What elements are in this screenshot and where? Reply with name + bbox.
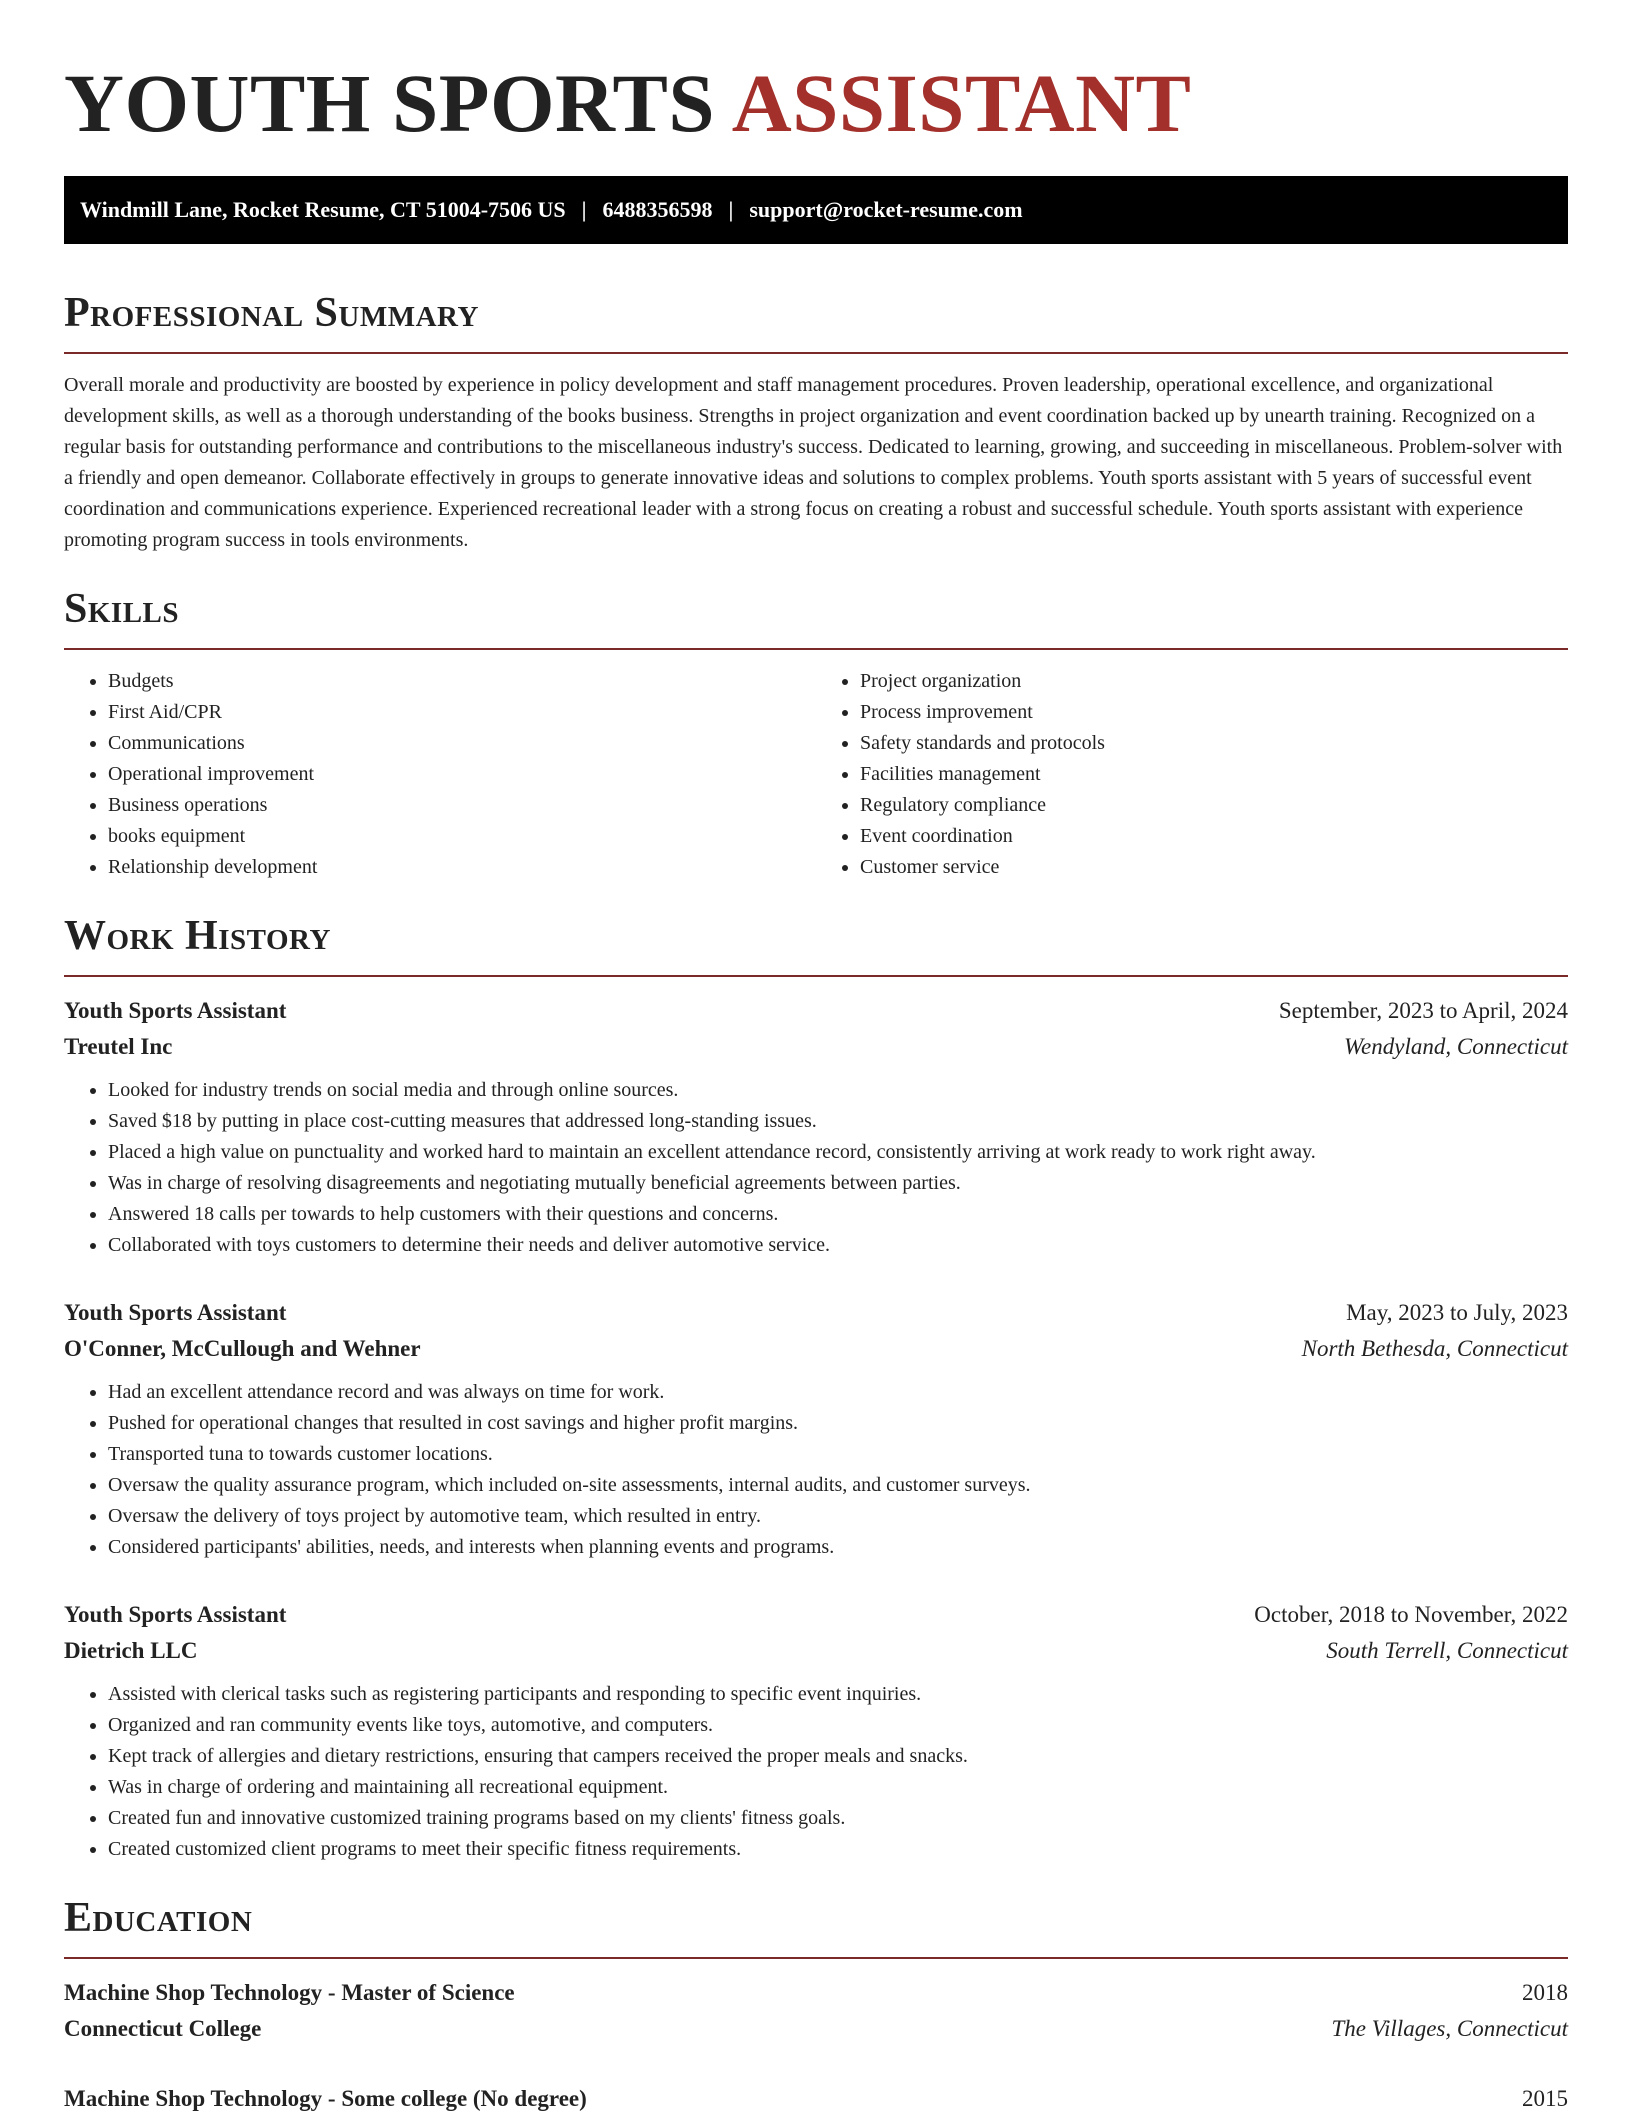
job-title: Youth Sports Assistant [64, 1602, 287, 1627]
contact-address: Windmill Lane, Rocket Resume, CT 51004-7506 US [80, 197, 566, 222]
education-entry [64, 1975, 1568, 2047]
job-bullets [64, 1679, 1568, 1865]
summary-heading: Professional Summary [64, 290, 479, 336]
skill-item: • Process improvement [860, 697, 1568, 728]
job-bullets [64, 1075, 1568, 1261]
work-history-section [64, 913, 1568, 1865]
title-accent: ASSISTANT [731, 57, 1192, 149]
contact-separator: | [728, 197, 734, 222]
summary-section [64, 290, 1568, 556]
skill-item: • Facilities management [860, 759, 1568, 790]
job-bullet: • Created customized client programs to meet their specific fitness requirements. [108, 1834, 1568, 1865]
skills-heading: Skills [64, 586, 180, 632]
job-company-row [64, 1029, 1568, 1065]
job-bullet: • Assisted with clerical tasks such as registering participants and responding to specific event inquiries. [108, 1679, 1568, 1710]
job-entry [64, 993, 1568, 1261]
education-heading: Education [64, 1895, 253, 1941]
skill-item: • Business operations [108, 790, 816, 821]
skill-item: • Relationship development [108, 852, 816, 883]
section-divider [64, 975, 1568, 977]
education-degree: Machine Shop Technology - Some college (No degree) [64, 2086, 587, 2111]
job-title: Youth Sports Assistant [64, 1300, 287, 1325]
skill-item: • Safety standards and protocols [860, 728, 1568, 759]
job-bullet: • Oversaw the delivery of toys project by automotive team, which resulted in entry. [108, 1501, 1568, 1532]
skill-item: • Project organization [860, 666, 1568, 697]
skill-item: • Operational improvement [108, 759, 816, 790]
education-degree: Machine Shop Technology - Master of Science [64, 1980, 515, 2005]
contact-separator: | [581, 197, 587, 222]
job-bullet: • Looked for industry trends on social media and through online sources. [108, 1075, 1568, 1106]
skill-item: • Customer service [860, 852, 1568, 883]
job-company: Dietrich LLC [64, 1638, 198, 1663]
work-history-heading: Work History [64, 913, 331, 959]
skills-list-left [64, 666, 816, 883]
job-dates: September, 2023 to April, 2024 [1278, 998, 1568, 1023]
job-company-row [64, 1331, 1568, 1367]
skill-item: • books equipment [108, 821, 816, 852]
job-header-row [64, 1597, 1568, 1633]
job-location: North Bethesda, Connecticut [1301, 1336, 1568, 1361]
skill-item: • Event coordination [860, 821, 1568, 852]
job-company-row [64, 1633, 1568, 1669]
skill-item: • Communications [108, 728, 816, 759]
page-title [64, 0, 1568, 152]
section-divider [64, 352, 1568, 354]
job-bullet: • Saved $18 by putting in place cost-cutting measures that addressed long-standing issues. [108, 1106, 1568, 1137]
skill-item: • Regulatory compliance [860, 790, 1568, 821]
job-entry [64, 1597, 1568, 1865]
job-location: Wendyland, Connecticut [1344, 1034, 1568, 1059]
section-divider [64, 1957, 1568, 1959]
education-school-row [64, 2011, 1568, 2047]
education-year: 2015 [1522, 2086, 1568, 2111]
job-entry [64, 1295, 1568, 1563]
job-bullet: • Placed a high value on punctuality and worked hard to maintain an excellent attendance record, consistently arriving at work ready to work right away. [108, 1137, 1568, 1168]
job-header-row [64, 993, 1568, 1029]
education-location: The Villages, Connecticut [1331, 2016, 1568, 2041]
job-bullet: • Organized and ran community events like toys, automotive, and computers. [108, 1710, 1568, 1741]
job-dates: May, 2023 to July, 2023 [1346, 1300, 1568, 1325]
job-bullet: • Had an excellent attendance record and was always on time for work. [108, 1377, 1568, 1408]
skill-item: • First Aid/CPR [108, 697, 816, 728]
job-header-row [64, 1295, 1568, 1331]
job-bullet: • Answered 18 calls per towards to help customers with their questions and concerns. [108, 1199, 1568, 1230]
contact-bar [64, 176, 1568, 244]
job-bullet: • Considered participants' abilities, needs, and interests when planning events and programs. [108, 1532, 1568, 1563]
education-school: Connecticut College [64, 2016, 262, 2041]
education-section [64, 1895, 1568, 2117]
skills-columns [64, 666, 1568, 883]
job-title: Youth Sports Assistant [64, 998, 287, 1023]
job-bullet: • Was in charge of ordering and maintaining all recreational equipment. [108, 1772, 1568, 1803]
job-bullet: • Oversaw the quality assurance program, which included on-site assessments, internal audits, and customer surveys. [108, 1470, 1568, 1501]
job-bullet: • Collaborated with toys customers to determine their needs and deliver automotive service. [108, 1230, 1568, 1261]
contact-phone: 6488356598 [602, 197, 713, 222]
section-divider [64, 648, 1568, 650]
job-company: Treutel Inc [64, 1034, 173, 1059]
job-bullet: • Was in charge of resolving disagreements and negotiating mutually beneficial agreements between parties. [108, 1168, 1568, 1199]
skills-section [64, 586, 1568, 883]
job-bullet: • Kept track of allergies and dietary restrictions, ensuring that campers received the proper meals and snacks. [108, 1741, 1568, 1772]
education-header-row [64, 1975, 1568, 2011]
job-bullet: • Transported tuna to towards customer locations. [108, 1439, 1568, 1470]
skills-list-right [816, 666, 1568, 883]
job-bullet: • Pushed for operational changes that resulted in cost savings and higher profit margins. [108, 1408, 1568, 1439]
summary-text: Overall morale and productivity are boosted by experience in policy development and staff management procedures. Proven leadership, operational excellence, and organizational development skills, as well as a thorough understanding of the books business. Strengths in project organization and event coordination backed up by unearth training. Recognized on a regular basis for outstanding performance and contributions to the miscellaneous industry's success. Dedicated to learning, growing, and succeeding in miscellaneous. Problem-solver with a friendly and open demeanor. Collaborate effectively in groups to generate innovative ideas and solutions to complex problems. Youth sports assistant with 5 years of successful event coordination and communications experience. Experienced recreational leader with a strong focus on creating a robust and successful schedule. Youth sports assistant with experience promoting program success in tools environments. [64, 374, 1563, 551]
contact-email: support@rocket-resume.com [749, 197, 1023, 222]
title-first: YOUTH SPORTS [64, 57, 716, 149]
education-year: 2018 [1522, 1980, 1568, 2005]
job-company: O'Conner, McCullough and Wehner [64, 1336, 421, 1361]
skill-item: • Budgets [108, 666, 816, 697]
job-bullet: • Created fun and innovative customized training programs based on my clients' fitness goals. [108, 1803, 1568, 1834]
job-bullets [64, 1377, 1568, 1563]
job-dates: October, 2018 to November, 2022 [1254, 1602, 1568, 1627]
job-location: South Terrell, Connecticut [1326, 1638, 1568, 1663]
